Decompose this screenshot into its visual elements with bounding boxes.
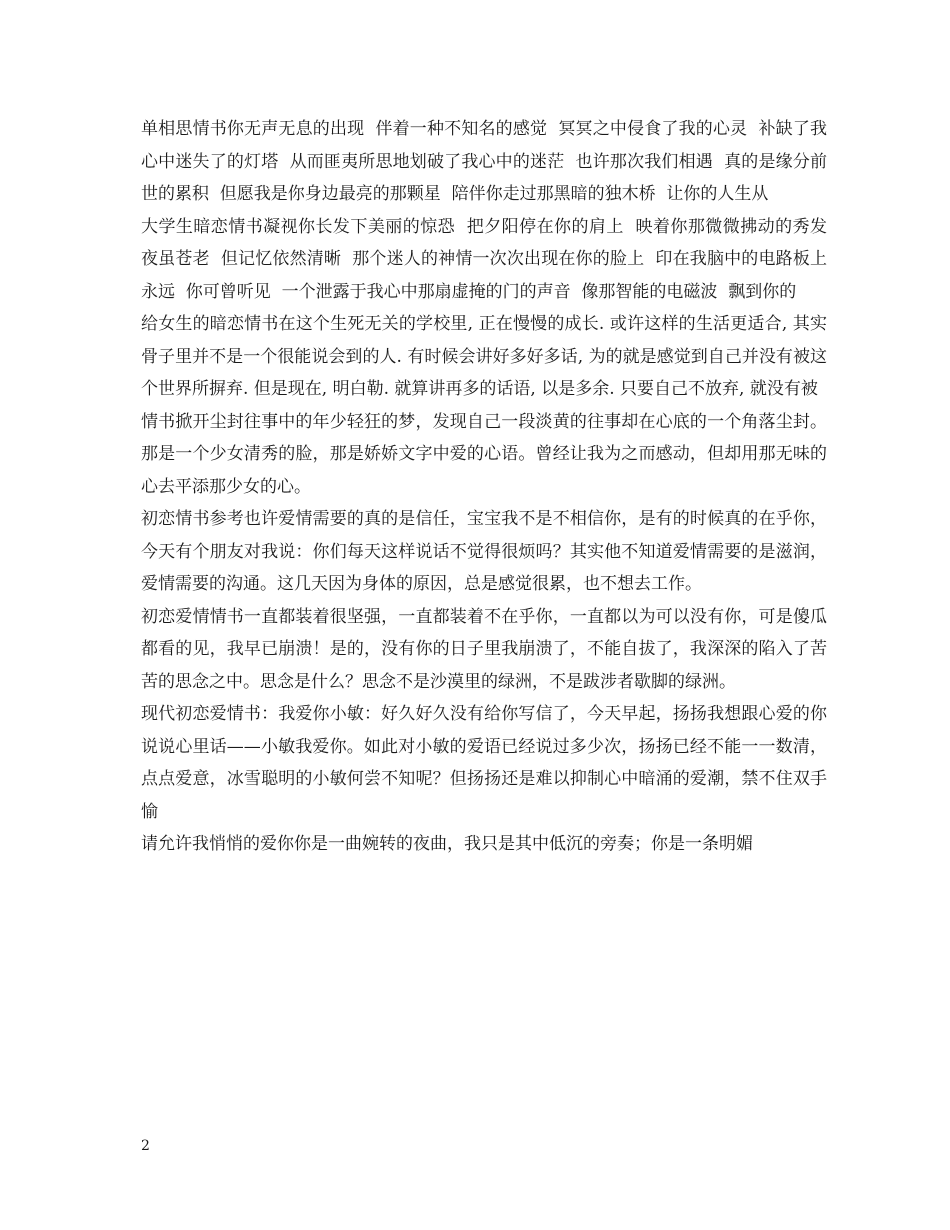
paragraph-modern-first-love: 现代初恋爱情书：我爱你小敏：好久好久没有给你写信了，今天早起，扬扬我想跟心爱的你说说心里话——小敏我爱你。如此对小敏的爱语已经说过多少次，扬扬已经不能一一数清，点点爱意，冰雪聪明的小敏何尝不知呢？但扬扬还是难以抑制心中暗涌的爱潮，禁不住双手愉 (141, 704, 827, 822)
paragraph-first-love-romance: 初恋爱情情书一直都装着很坚强，一直都装着不在乎你，一直都以为可以没有你，可是傻瓜都看的见，我早已崩溃！是的，没有你的日子里我崩溃了，不能自拔了，我深深的陷入了苦苦的思念之中。思念是什么？思念不是沙漠里的绿洲，不是跋涉者歇脚的绿洲。 (141, 606, 827, 692)
paragraph-crush-letter-to-girl: 给女生的暗恋情书在这个生死无关的学校里, 正在慢慢的成长. 或许这样的生活更适合, 其实骨子里并不是一个很能说会到的人. 有时候会讲好多好多话, 为的就是感觉到自己并没有被这个世界所摒弃. 但是现在, 明白勒. 就算讲再多的话语, 以是多余. 只要自己不放弃, 就没有被 (141, 314, 827, 399)
paragraph-unrequited-love-letter: 单相思情书你无声无息的出现 伴着一种不知名的感觉 冥冥之中侵食了我的心灵 补缺了我心中迷失了的灯塔 从而匪夷所思地划破了我心中的迷茫 也许那次我们相遇 真的是缘分前世的累积 但愿我是你身边最亮的那颗星 陪伴你走过那黑暗的独木桥 让你的人生从 (141, 119, 827, 204)
document-body (141, 113, 838, 861)
paragraph-love-letter: 情书掀开尘封往事中的年少轻狂的梦，发现自己一段淡黄的往事却在心底的一个角落尘封。那是一个少女清秀的脸，那是娇娇文字中爱的心语。曾经让我为之而感动，但却用那无味的心去平添那少女的心。 (141, 411, 827, 497)
paragraph-quiet-love: 请允许我悄悄的爱你你是一曲婉转的夜曲，我只是其中低沉的旁奏；你是一条明媚 (141, 834, 753, 854)
paragraph-college-crush-letter: 大学生暗恋情书凝视你长发下美丽的惊恐 把夕阳停在你的肩上 映着你那微微拂动的秀发 夜虽苍老 但记忆依然清晰 那个迷人的神情一次次出现在你的脸上 印在我脑中的电路板上 永远 你可曾听见 一个泄露于我心中那扇虚掩的门的声音 像那智能的电磁波 飘到你的 (141, 216, 838, 302)
page-number: 2 (141, 1138, 150, 1154)
paragraph-first-love-reference: 初恋情书参考也许爱情需要的真的是信任，宝宝我不是不相信你，是有的时候真的在乎你，今天有个朋友对我说：你们每天这样说话不觉得很烦吗？其实他不知道爱情需要的是滋润，爱情需要的沟通。这几天因为身体的原因，总是感觉很累，也不想去工作。 (141, 509, 827, 594)
